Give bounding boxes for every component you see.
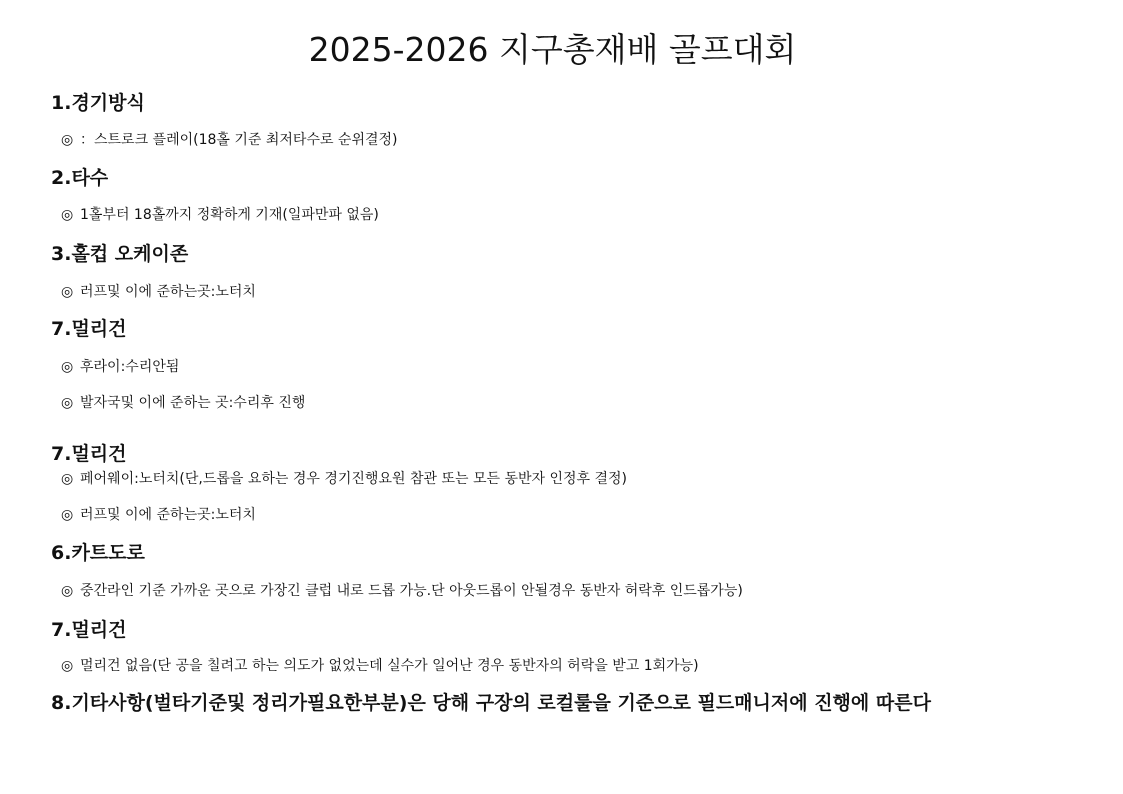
list-item bbox=[61, 505, 256, 525]
section-heading-7: 7.멀리건 bbox=[51, 619, 127, 641]
list-item bbox=[61, 656, 699, 676]
list-item bbox=[61, 581, 743, 601]
list-item-text: 발자국및 이에 준하는 곳:수리후 진행 bbox=[80, 395, 306, 411]
list-item-text: 멀리건 없음(단 공을 칠려고 하는 의도가 없었는데 실수가 일어난 경우 동반자의 허락을 받고 1회가능) bbox=[80, 658, 699, 674]
bullet-icon: ◎ bbox=[61, 359, 74, 375]
section-heading-2: 2.타수 bbox=[51, 167, 109, 189]
list-item-text: 1홀부터 18홀까지 정확하게 기재(일파만파 없음) bbox=[80, 207, 379, 223]
bullet-icon: ◎ bbox=[61, 507, 74, 523]
bullet-icon: ◎ bbox=[61, 658, 74, 674]
list-item-text: ：스트로크 플레이(18홀 기준 최저타수로 순위결정) bbox=[80, 132, 398, 148]
bullet-icon: ◎ bbox=[61, 471, 74, 487]
list-item bbox=[61, 130, 398, 150]
section-heading-5: 7.멀리건 bbox=[51, 443, 127, 465]
list-item-text: 러프및 이에 준하는곳:노터치 bbox=[80, 507, 256, 523]
section-heading-3: 3.홀컵 오케이존 bbox=[51, 243, 189, 265]
list-item bbox=[61, 205, 379, 225]
list-item-text: 중간라인 기준 가까운 곳으로 가장긴 클럽 내로 드롭 가능.단 아웃드롭이 안될경우 동반자 허락후 인드롭가능) bbox=[80, 583, 743, 599]
bullet-icon: ◎ bbox=[61, 132, 74, 148]
list-item bbox=[61, 357, 179, 377]
bullet-icon: ◎ bbox=[61, 284, 74, 300]
section-heading-1: 1.경기방식 bbox=[51, 92, 145, 114]
bullet-icon: ◎ bbox=[61, 583, 74, 599]
list-item-text: 페어웨이:노터치(단,드롭을 요하는 경우 경기진행요원 참관 또는 모든 동반자 인정후 결정) bbox=[80, 471, 628, 487]
bullet-icon: ◎ bbox=[61, 395, 74, 411]
list-item bbox=[61, 282, 256, 302]
list-item-text: 러프및 이에 준하는곳:노터치 bbox=[80, 284, 256, 300]
document-title: 2025-2026 지구총재배 골프대회 bbox=[308, 30, 797, 69]
bullet-icon: ◎ bbox=[61, 207, 74, 223]
list-item bbox=[61, 469, 627, 489]
list-item bbox=[61, 393, 305, 413]
list-item-text: 후라이:수리안됨 bbox=[80, 359, 180, 375]
section-heading-8: 8.기타사항(벌타기준및 정리가필요한부분)은 당해 구장의 로컬룰을 기준으로 필드매니저에 진행에 따른다 bbox=[51, 692, 931, 714]
section-heading-6: 6.카트도로 bbox=[51, 542, 145, 564]
section-heading-4: 7.멀리건 bbox=[51, 318, 127, 340]
